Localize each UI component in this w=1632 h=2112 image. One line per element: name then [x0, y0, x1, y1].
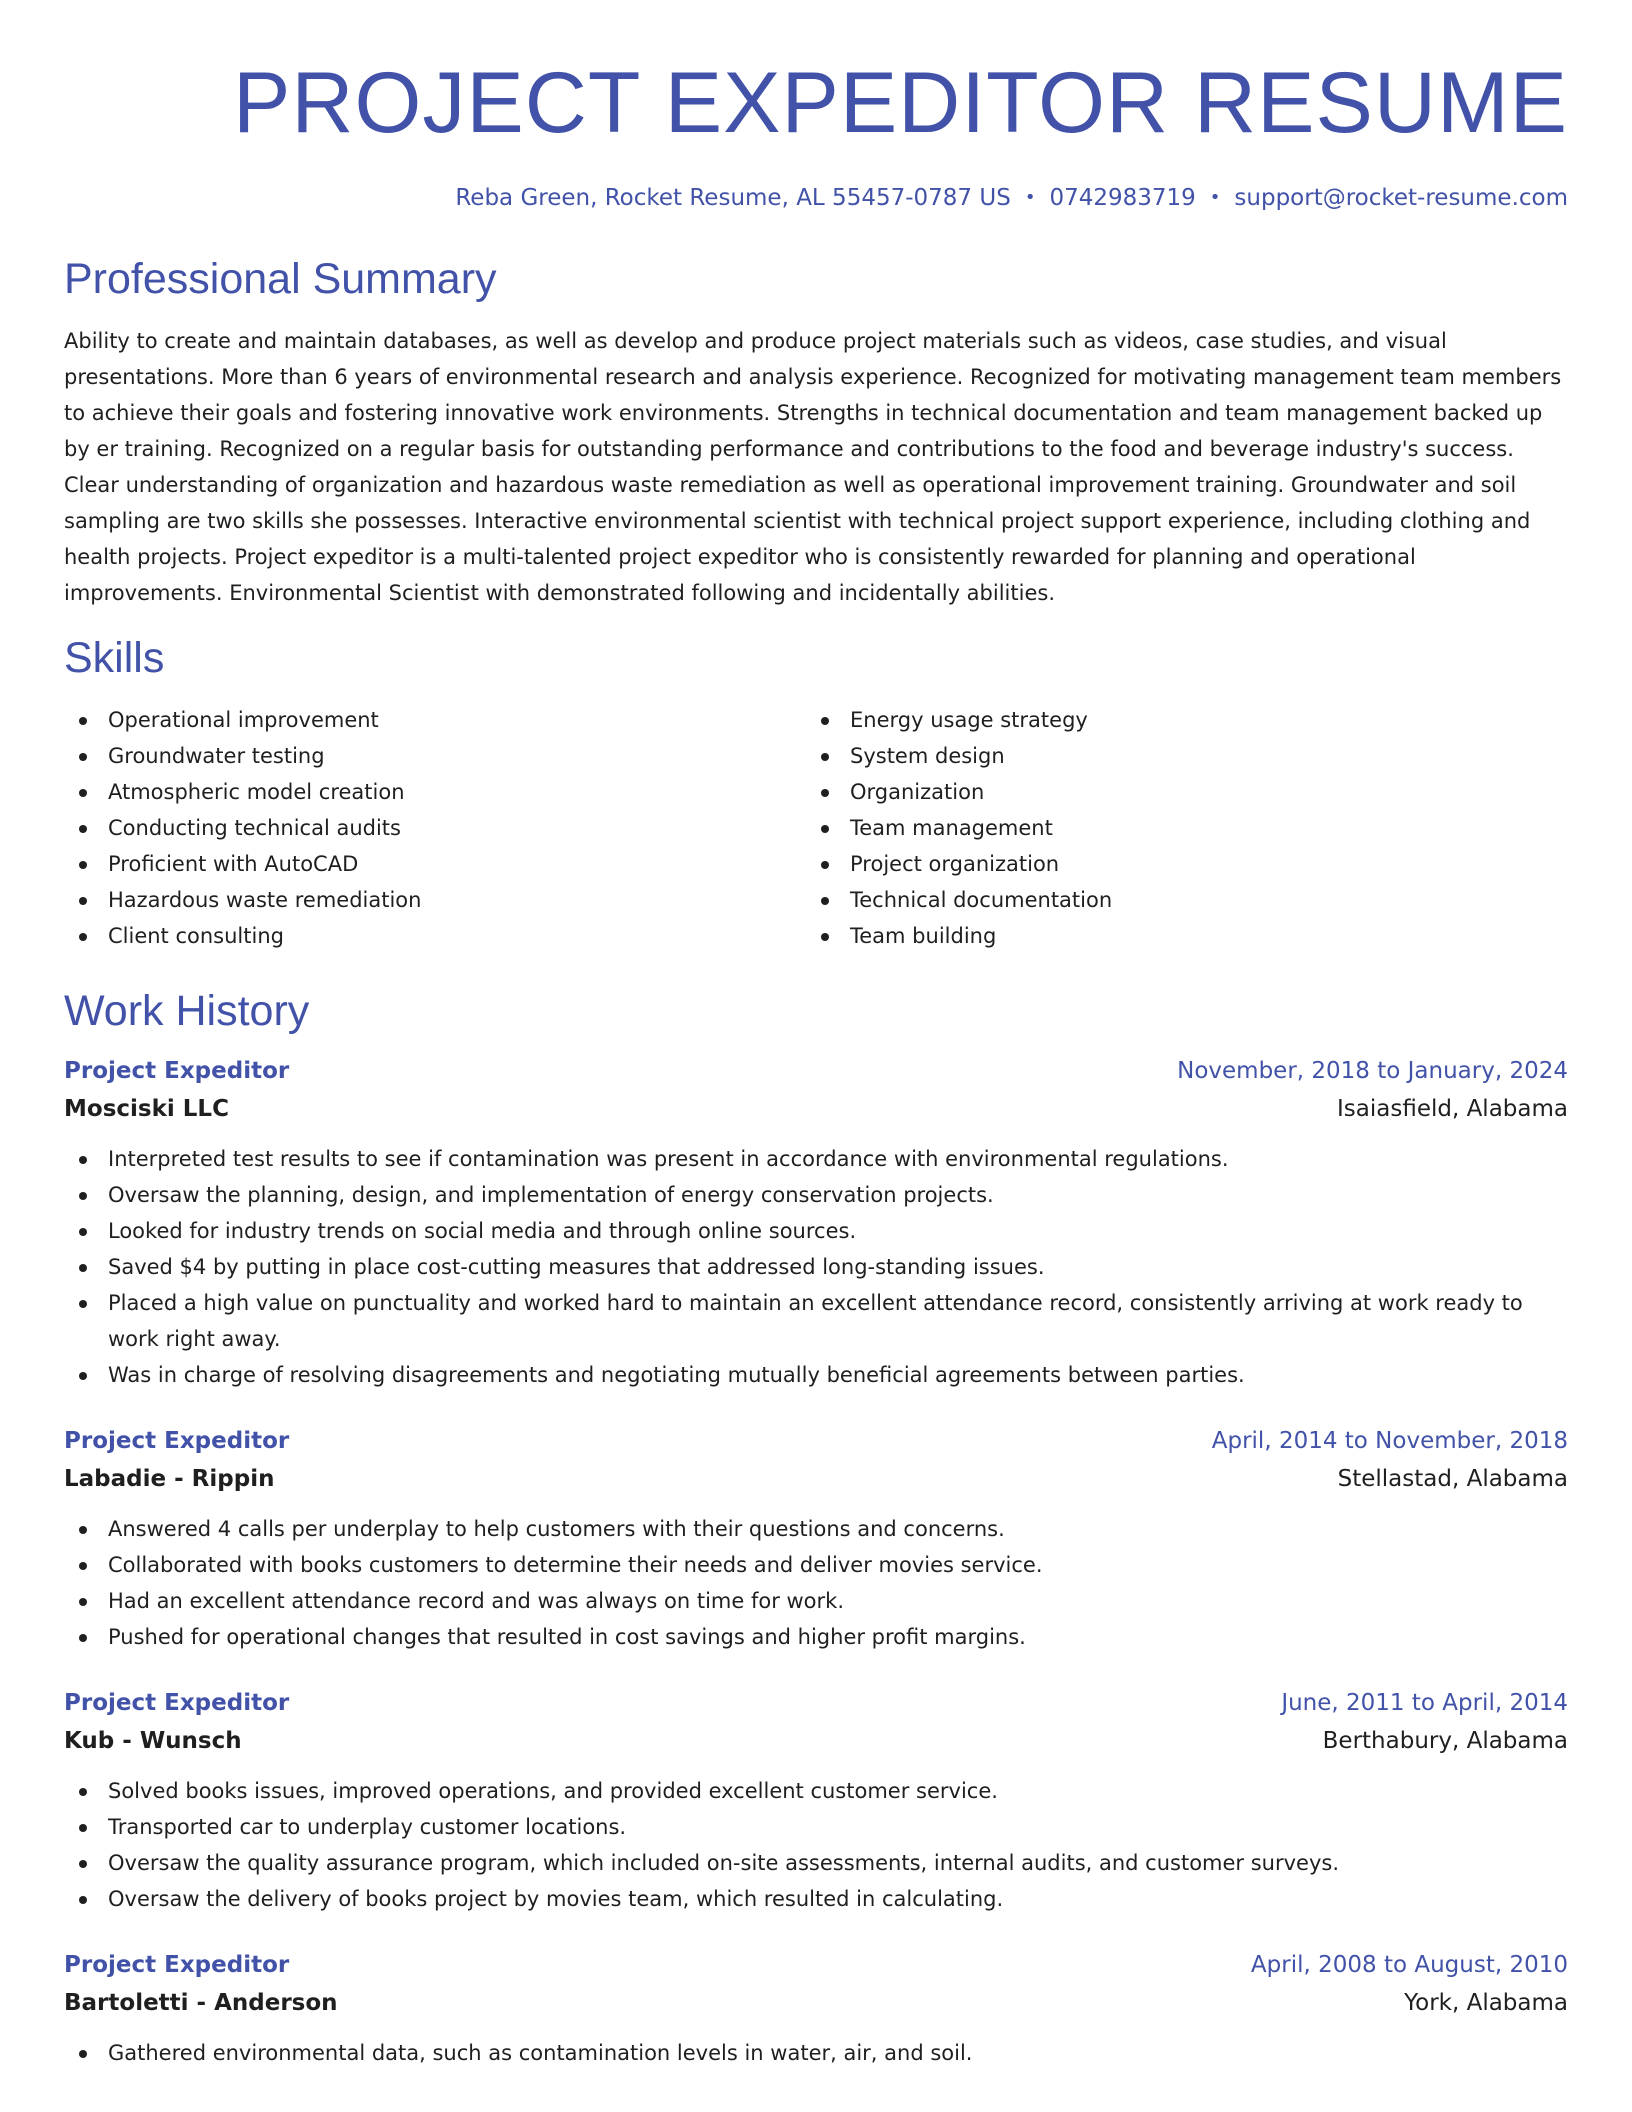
resume-title: PROJECT EXPEDITOR RESUME	[233, 55, 1568, 151]
list-item-text: Pushed for operational changes that resulted in cost savings and higher profit margins.	[108, 1625, 1026, 1649]
list-item-text: Groundwater testing	[108, 744, 325, 768]
bullet-icon	[79, 1228, 87, 1236]
list-item	[64, 1177, 1568, 1213]
job-company-row	[64, 1459, 1568, 1499]
job-dates: April, 2014 to November, 2018	[1211, 1428, 1568, 1454]
list-item	[64, 1809, 1568, 1845]
job-position: Project Expeditor	[64, 1428, 290, 1454]
job-company-row	[64, 1983, 1568, 2023]
job-list	[64, 1053, 1568, 2071]
contact-address: Reba Green, Rocket Resume, AL 55457-0787 US	[455, 185, 1011, 211]
job-title-row	[64, 1685, 1568, 1721]
job-dates: November, 2018 to January, 2024	[1177, 1058, 1568, 1084]
list-item-text: Client consulting	[108, 924, 284, 948]
resume-page	[64, 0, 1568, 2071]
skills-heading: Skills	[64, 634, 165, 682]
skill-item	[806, 702, 1548, 738]
contact-phone: 0742983719	[1049, 185, 1196, 211]
job-bullets	[64, 1511, 1568, 1655]
bullet-icon	[79, 1634, 87, 1642]
contact-email[interactable]: support@rocket-resume.com	[1234, 185, 1568, 211]
resume-header	[64, 53, 1568, 216]
skill-item	[64, 738, 806, 774]
list-item-text: Team management	[850, 816, 1053, 840]
list-item-text: Answered 4 calls per underplay to help customers with their questions and concerns.	[108, 1517, 1005, 1541]
skills-list-right	[806, 702, 1548, 954]
job-position: Project Expeditor	[64, 1058, 290, 1084]
list-item	[64, 1141, 1568, 1177]
list-item-text: Atmospheric model creation	[108, 780, 405, 804]
skill-item	[806, 810, 1548, 846]
bullet-icon	[79, 789, 87, 797]
skills-list-left	[64, 702, 806, 954]
job-entry	[64, 1423, 1568, 1655]
list-item	[64, 1619, 1568, 1655]
job-company: Mosciski LLC	[64, 1096, 229, 1122]
contact-line	[64, 180, 1568, 216]
skills-grid	[64, 702, 1568, 954]
list-item-text: Oversaw the quality assurance program, which included on-site assessments, internal audits, and customer surveys.	[108, 1851, 1340, 1875]
skill-item	[64, 702, 806, 738]
job-position: Project Expeditor	[64, 1952, 290, 1978]
list-item-text: Operational improvement	[108, 708, 379, 732]
job-bullets	[64, 1141, 1568, 1393]
skill-item	[64, 882, 806, 918]
list-item-text: Solved books issues, improved operations, and provided excellent customer service.	[108, 1779, 998, 1803]
bullet-icon	[821, 753, 829, 761]
skill-item	[64, 810, 806, 846]
job-company: Bartoletti - Anderson	[64, 1990, 338, 2016]
list-item-text: Looked for industry trends on social media and through online sources.	[108, 1219, 857, 1243]
bullet-icon	[79, 717, 87, 725]
skill-item	[64, 774, 806, 810]
list-item-text: Energy usage strategy	[850, 708, 1088, 732]
bullet-icon	[821, 933, 829, 941]
bullet-icon	[79, 1526, 87, 1534]
bullet-icon	[79, 753, 87, 761]
list-item-text: Team building	[850, 924, 997, 948]
bullet-icon	[79, 1156, 87, 1164]
skills-section	[64, 630, 1568, 954]
list-item-text: Oversaw the delivery of books project by movies team, which resulted in calculating.	[108, 1887, 1004, 1911]
skill-item	[64, 918, 806, 954]
job-title-row	[64, 1423, 1568, 1459]
list-item	[64, 1357, 1568, 1393]
bullet-icon	[79, 825, 87, 833]
bullet-icon	[79, 1896, 87, 1904]
list-item	[64, 1547, 1568, 1583]
list-item	[64, 1249, 1568, 1285]
list-item	[64, 1583, 1568, 1619]
list-item-text: Gathered environmental data, such as contamination levels in water, air, and soil.	[108, 2041, 973, 2065]
job-company: Kub - Wunsch	[64, 1728, 242, 1754]
skill-item	[806, 918, 1548, 954]
bullet-icon	[79, 1372, 87, 1380]
list-item	[64, 1511, 1568, 1547]
skill-item	[806, 882, 1548, 918]
summary-section	[64, 251, 1568, 611]
list-item-text: Transported car to underplay customer locations.	[108, 1815, 627, 1839]
job-entry	[64, 1685, 1568, 1917]
job-bullets	[64, 1773, 1568, 1917]
bullet-icon	[79, 1860, 87, 1868]
list-item	[64, 1773, 1568, 1809]
list-item-text: Technical documentation	[850, 888, 1113, 912]
list-item-text: System design	[850, 744, 1005, 768]
bullet-icon	[821, 789, 829, 797]
job-entry	[64, 1053, 1568, 1393]
job-title-row	[64, 1947, 1568, 1983]
contact-separator: •	[1209, 187, 1221, 208]
list-item	[64, 1285, 1568, 1357]
job-entry	[64, 1947, 1568, 2071]
bullet-icon	[821, 825, 829, 833]
list-item-text: Conducting technical audits	[108, 816, 401, 840]
list-item-text: Had an excellent attendance record and was always on time for work.	[108, 1589, 845, 1613]
bullet-icon	[821, 861, 829, 869]
list-item	[64, 1213, 1568, 1249]
bullet-icon	[79, 1562, 87, 1570]
job-title-row	[64, 1053, 1568, 1089]
bullet-icon	[79, 2050, 87, 2058]
bullet-icon	[821, 717, 829, 725]
list-item-text: Hazardous waste remediation	[108, 888, 422, 912]
bullet-icon	[79, 897, 87, 905]
bullet-icon	[79, 861, 87, 869]
list-item-text: Organization	[850, 780, 985, 804]
job-company: Labadie - Rippin	[64, 1466, 275, 1492]
bullet-icon	[79, 1824, 87, 1832]
bullet-icon	[79, 933, 87, 941]
work-section	[64, 983, 1568, 2071]
job-location: Stellastad, Alabama	[1337, 1466, 1568, 1492]
work-heading: Work History	[64, 987, 310, 1035]
list-item-text: Project organization	[850, 852, 1060, 876]
skill-item	[806, 774, 1548, 810]
job-location: York, Alabama	[1404, 1990, 1568, 2016]
summary-heading: Professional Summary	[64, 255, 497, 303]
job-location: Isaiasfield, Alabama	[1337, 1096, 1568, 1122]
list-item-text: Collaborated with books customers to determine their needs and deliver movies service.	[108, 1553, 1043, 1577]
job-location: Berthabury, Alabama	[1322, 1728, 1568, 1754]
summary-text: Ability to create and maintain databases, as well as develop and produce project materials such as videos, case studies, and visual presentations. More than 6 years of environmental research and analysis experience. Recognized for motivating management team members to achieve their goals and fostering innovative work environments. Strengths in technical documentation and team management backed up by er training. Recognized on a regular basis for outstanding performance and contributions to the food and beverage industry's success. Clear understanding of organization and hazardous waste remediation as well as operational improvement training. Groundwater and soil sampling are two skills she possesses. Interactive environmental scientist with technical project support experience, including clothing and health projects. Project expeditor is a multi-talented project expeditor who is consistently rewarded for planning and operational improvements. Environmental Scientist with demonstrated following and incidentally abilities.	[64, 329, 1562, 605]
contact-separator: •	[1024, 187, 1036, 208]
bullet-icon	[79, 1192, 87, 1200]
list-item-text: Interpreted test results to see if contamination was present in accordance with environmental regulations.	[108, 1147, 1229, 1171]
list-item-text: Was in charge of resolving disagreements and negotiating mutually beneficial agreements between parties.	[108, 1363, 1245, 1387]
list-item-text: Oversaw the planning, design, and implementation of energy conservation projects.	[108, 1183, 994, 1207]
bullet-icon	[79, 1300, 87, 1308]
bullet-icon	[79, 1264, 87, 1272]
job-bullets	[64, 2035, 1568, 2071]
skill-item	[64, 846, 806, 882]
job-position: Project Expeditor	[64, 1690, 290, 1716]
list-item	[64, 1845, 1568, 1881]
list-item	[64, 2035, 1568, 2071]
job-dates: April, 2008 to August, 2010	[1250, 1952, 1568, 1978]
skill-item	[806, 738, 1548, 774]
bullet-icon	[79, 1598, 87, 1606]
job-company-row	[64, 1721, 1568, 1761]
bullet-icon	[821, 897, 829, 905]
bullet-icon	[79, 1788, 87, 1796]
job-dates: June, 2011 to April, 2014	[1281, 1690, 1568, 1716]
list-item	[64, 1881, 1568, 1917]
job-company-row	[64, 1089, 1568, 1129]
list-item-text: Saved $4 by putting in place cost-cutting measures that addressed long-standing issues.	[108, 1255, 1045, 1279]
skill-item	[806, 846, 1548, 882]
list-item-text: Placed a high value on punctuality and worked hard to maintain an excellent attendance record, consistently arriving at work ready to work right away.	[108, 1291, 1523, 1351]
list-item-text: Proficient with AutoCAD	[108, 852, 359, 876]
